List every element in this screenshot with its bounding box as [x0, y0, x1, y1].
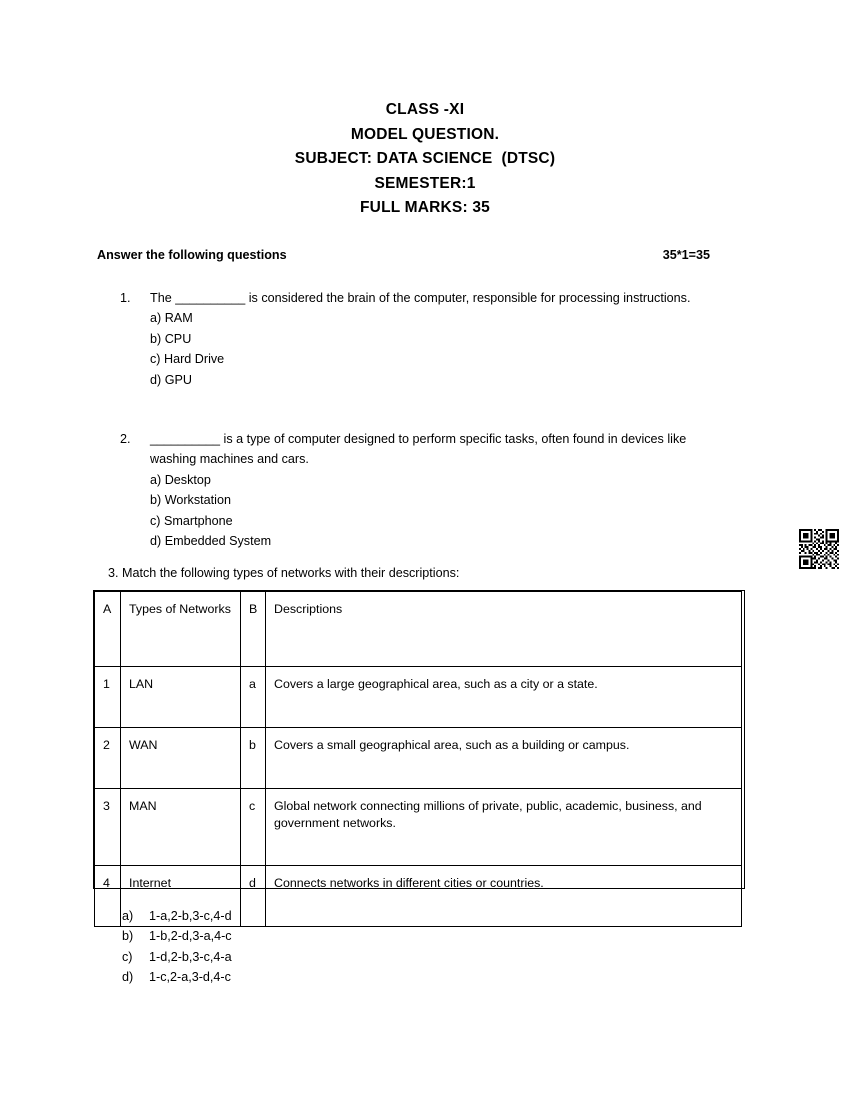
- match-answer-c-label: c): [122, 949, 133, 964]
- question-2-stem: __________ is a type of computer designed to perform specific tasks, often found in devices like washing machines and cars.: [150, 432, 687, 467]
- row-4-description: Connects networks in different cities or countries.: [266, 866, 742, 927]
- match-answer-b-label: b): [122, 929, 134, 944]
- row-3-key: 3: [95, 789, 121, 866]
- row-4-type: Internet: [121, 866, 241, 927]
- question-2-number: 2.: [120, 432, 131, 446]
- question-2-option-a[interactable]: a) Desktop: [150, 472, 211, 487]
- row-4-key: 4: [95, 866, 121, 927]
- question-1-number: 1.: [120, 291, 131, 305]
- question-2-option-d[interactable]: d) Embedded System: [150, 534, 272, 549]
- question-1-options: [150, 308, 730, 390]
- row-2-key: 2: [95, 728, 121, 789]
- instruction-text: Answer the following questions: [97, 248, 287, 262]
- row-2-description: Covers a small geographical area, such as a building or campus.: [266, 728, 742, 789]
- question-1-option-a[interactable]: a) RAM: [150, 311, 193, 326]
- row-2-type: WAN: [121, 728, 241, 789]
- table-row: [95, 667, 742, 728]
- question-2-options: [150, 470, 730, 552]
- header-line-class: CLASS -XI: [385, 101, 465, 118]
- table-header-row: [95, 592, 742, 667]
- question-1-option-c[interactable]: c) Hard Drive: [150, 352, 225, 367]
- match-answer-d[interactable]: [122, 967, 232, 987]
- row-1-key: 1: [95, 667, 121, 728]
- header-line-full-marks: FULL MARKS: 35: [360, 199, 490, 216]
- match-answer-d-text: 1-c,2-a,3-d,4-c: [149, 970, 231, 985]
- header-line-semester: SEMESTER:1: [374, 174, 476, 192]
- row-4-key2: d: [241, 866, 266, 927]
- row-3-type: MAN: [121, 789, 241, 866]
- table-header-b: B: [241, 592, 266, 667]
- question-1-option-b[interactable]: b) CPU: [150, 331, 192, 346]
- table-header-descriptions: Descriptions: [266, 592, 742, 667]
- qr-code-icon: [799, 529, 839, 569]
- match-answer-b-text: 1-b,2-d,3-a,4-c: [149, 929, 232, 944]
- match-answer-a-label: a): [122, 909, 134, 923]
- match-table: [94, 591, 742, 927]
- row-1-description: Covers a large geographical area, such as a city or a state.: [266, 667, 742, 728]
- table-row: [95, 789, 742, 866]
- match-answer-a-text: 1-a,2-b,3-c,4-d: [149, 909, 232, 923]
- row-3-description: Global network connecting millions of private, public, academic, business, and government networks.: [266, 789, 742, 866]
- table-row: [95, 728, 742, 789]
- row-1-key2: a: [241, 667, 266, 728]
- table-header-types: Types of Networks: [121, 592, 241, 667]
- question-2: [120, 429, 730, 551]
- question-1-stem: The __________ is considered the brain of the computer, responsible for processing instructions.: [150, 291, 691, 305]
- question-1: [120, 288, 730, 390]
- row-2-key2: b: [241, 728, 266, 789]
- question-2-option-c[interactable]: c) Smartphone: [150, 513, 233, 528]
- row-3-key2: c: [241, 789, 266, 866]
- document-header: [0, 98, 850, 221]
- match-answer-b[interactable]: [122, 926, 232, 946]
- header-line-subject: SUBJECT: DATA SCIENCE (DTSC): [294, 150, 556, 167]
- match-question-prompt: 3. Match the following types of networks with their descriptions:: [108, 566, 460, 580]
- table-header-a: A: [95, 592, 121, 667]
- match-answer-a[interactable]: [122, 906, 232, 926]
- row-1-type: LAN: [121, 667, 241, 728]
- instruction-row: [97, 248, 710, 262]
- match-answer-c-text: 1-d,2-b,3-c,4-a: [149, 949, 232, 964]
- match-question-answers: [122, 906, 232, 988]
- instruction-marks: 35*1=35: [662, 248, 710, 262]
- header-line-model-question: MODEL QUESTION.: [350, 125, 500, 143]
- question-2-option-b[interactable]: b) Workstation: [150, 493, 231, 508]
- question-1-option-d[interactable]: d) GPU: [150, 372, 192, 387]
- match-answer-d-label: d): [122, 970, 134, 985]
- match-answer-c[interactable]: [122, 947, 232, 967]
